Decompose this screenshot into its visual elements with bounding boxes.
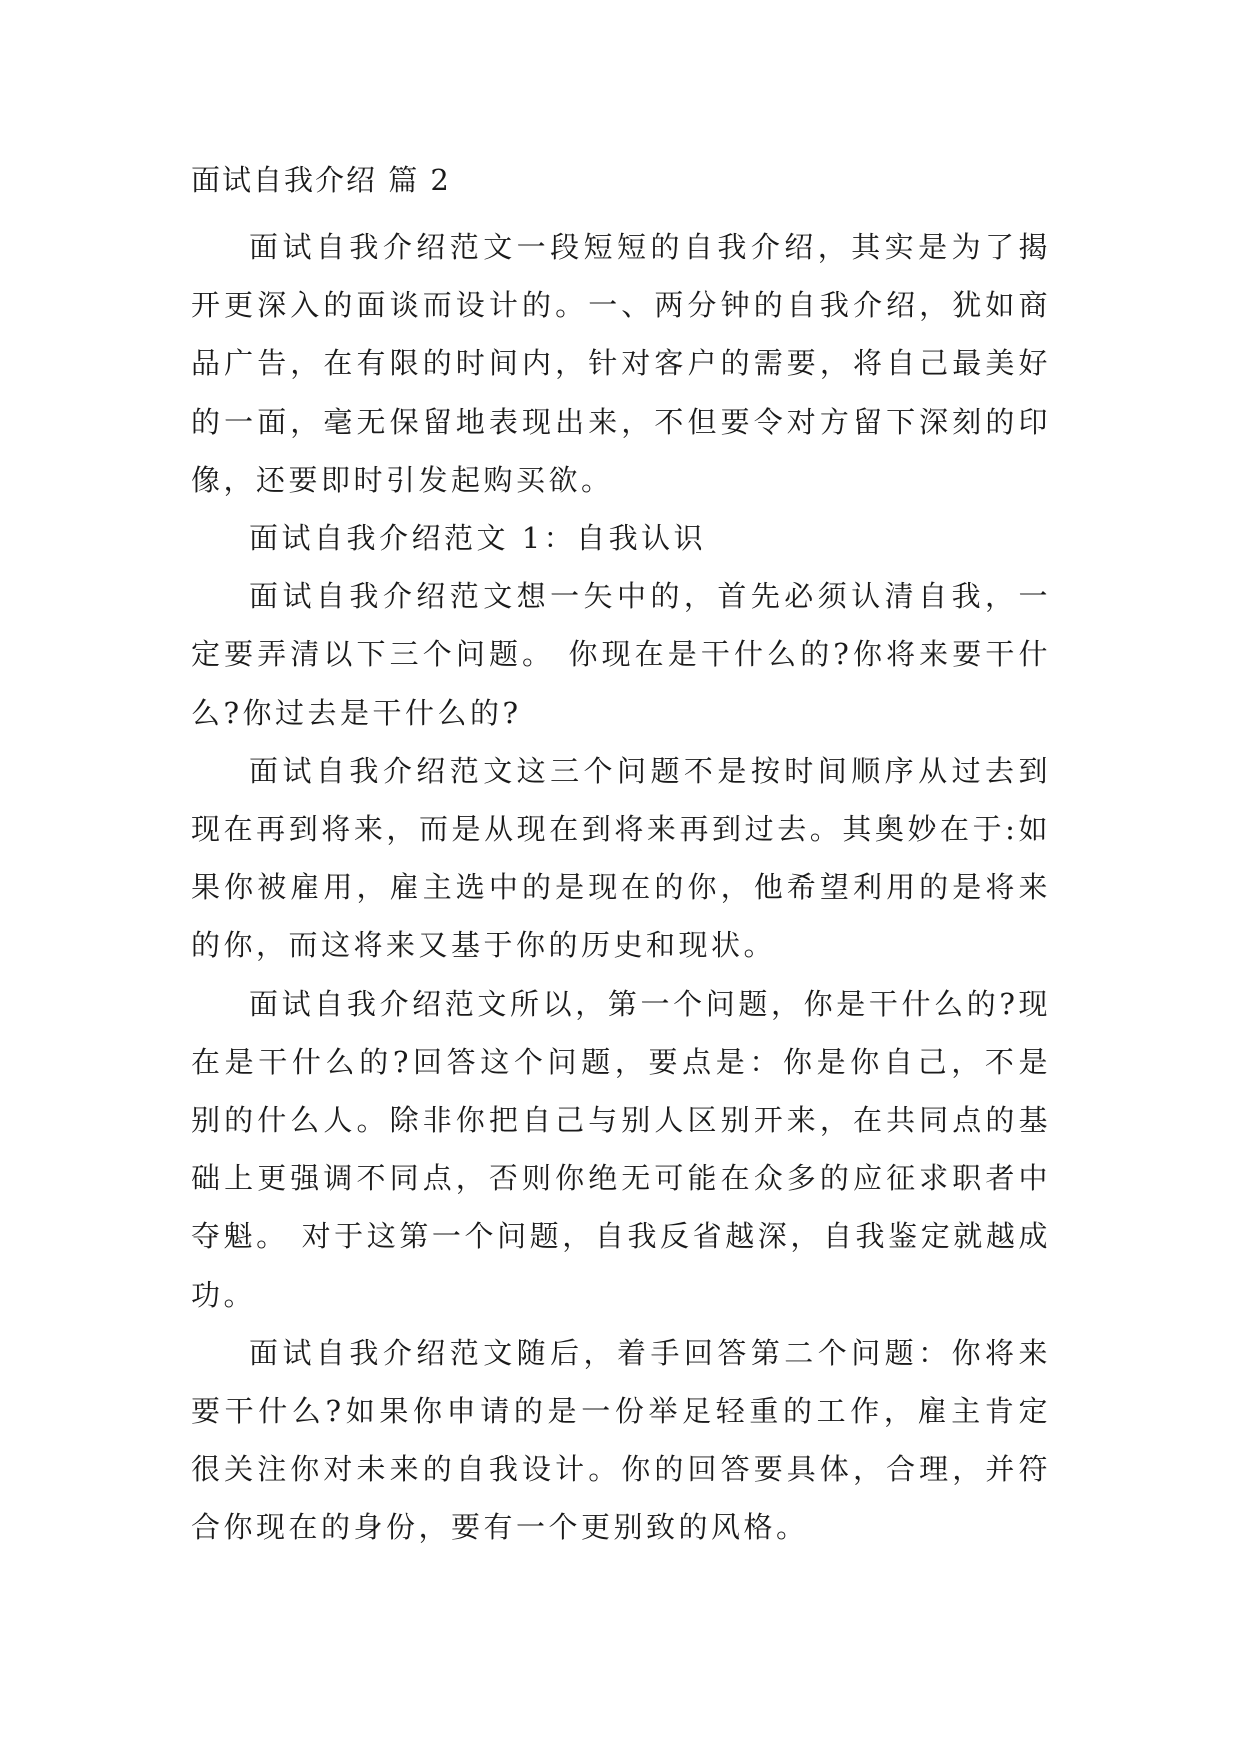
paragraph-subheading: 面试自我介绍范文 1：自我认识 bbox=[249, 521, 707, 556]
document-body bbox=[191, 218, 1051, 1557]
paragraph-intro: 面试自我介绍范文一段短短的自我介绍，其实是为了揭开更深入的面谈而设计的。一、两分钟的自我介绍，犹如商品广告，在有限的时间内，针对客户的需要，将自己最美好的一面，毫无保留地表现出来，不但要令对方留下深刻的印像，还要即时引发起购买欲。 bbox=[191, 230, 1051, 497]
paragraph-three-questions: 面试自我介绍范文想一矢中的，首先必须认清自我，一定要弄清以下三个问题。 你现在是干什么的?你将来要干什么?你过去是干什么的? bbox=[191, 579, 1051, 730]
section-heading: 面试自我介绍 篇 2 bbox=[191, 163, 451, 197]
paragraph-question-order: 面试自我介绍范文这三个问题不是按时间顺序从过去到现在再到将来，而是从现在到将来再到过去。其奥妙在于:如果你被雇用，雇主选中的是现在的你，他希望利用的是将来的你，而这将来又基于你的历史和现状。 bbox=[191, 753, 1051, 963]
paragraph-first-question: 面试自我介绍范文所以，第一个问题，你是干什么的?现在是干什么的?回答这个问题，要点是：你是你自己，不是别的什么人。除非你把自己与别人区别开来，在共同点的基础上更强调不同点，否则你绝无可能在众多的应征求职者中夺魁。 对于这第一个问题，自我反省越深，自我鉴定就越成功。 bbox=[191, 986, 1051, 1312]
paragraph-second-question: 面试自我介绍范文随后，着手回答第二个问题：你将来要干什么?如果你申请的是一份举足轻重的工作，雇主肯定很关注你对未来的自我设计。你的回答要具体，合理，并符合你现在的身份，要有一个更别致的风格。 bbox=[191, 1335, 1051, 1545]
